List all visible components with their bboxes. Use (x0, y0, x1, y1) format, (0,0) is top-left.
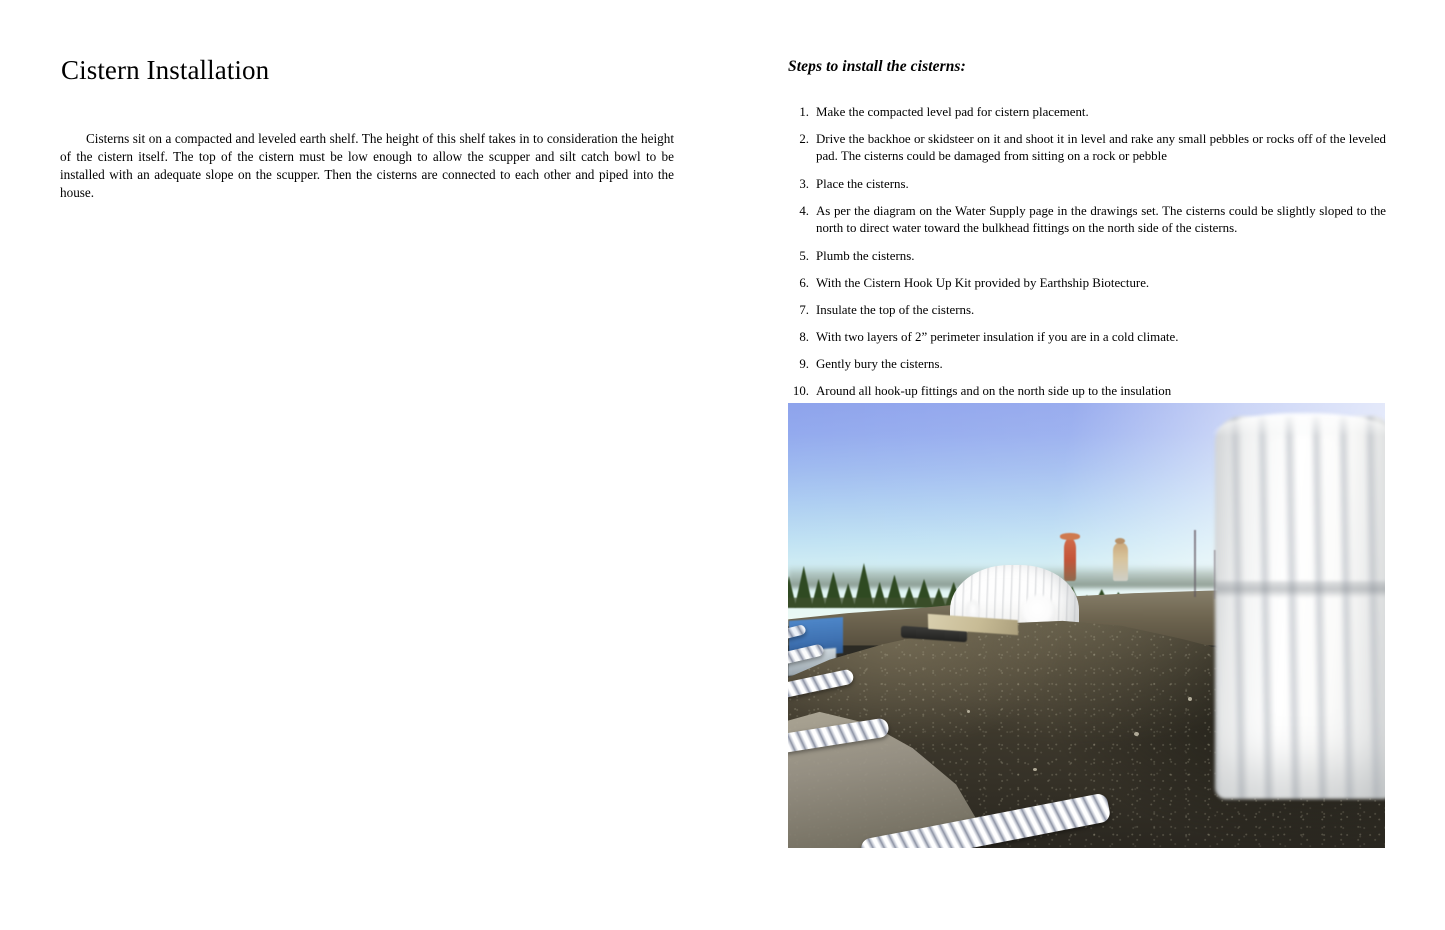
list-item-number: 3. (799, 176, 809, 191)
pebble (1033, 768, 1037, 771)
list-item-number: 5. (799, 248, 809, 263)
utility-pole (1194, 530, 1196, 597)
list-item-number: 1. (799, 104, 809, 119)
list-item-text: Place the cisterns. (816, 176, 909, 191)
list-item (788, 275, 1386, 293)
list-item-text: As per the diagram on the Water Supply page in the drawings set. The cisterns could be slightly sloped to the north to direct water toward the bulkhead fittings on the north side of the cisterns. (816, 203, 1386, 236)
list-item-text: Insulate the top of the cisterns. (816, 302, 975, 317)
list-item (788, 104, 1386, 122)
intro-paragraph: Cisterns sit on a compacted and leveled earth shelf. The height of this shelf takes in to consideration the height of the cistern itself. The top of the cistern must be low enough to allow the scupper and silt catch bowl to be installed with an adequate slope on the scupper. Then the cisterns are connected to each other and piped into the house. (60, 131, 674, 200)
list-item-number: 8. (799, 330, 809, 345)
list-item (788, 302, 1386, 320)
steps-heading: Steps to install the cisterns: (788, 58, 966, 75)
list-item (788, 203, 1386, 238)
list-item (788, 248, 1386, 266)
list-item-text: Plumb the cisterns. (816, 248, 915, 263)
photo-canvas (788, 403, 1385, 848)
list-item-number: 4. (799, 203, 809, 218)
pebble (1188, 697, 1192, 701)
right-column (788, 58, 1386, 401)
page-title: Cistern Installation (61, 55, 270, 85)
list-item-text: Around all hook-up fittings and on the north side up to the insulation (816, 384, 1172, 399)
list-item-number: 10. (792, 384, 809, 399)
list-item-text: Drive the backhoe or skidsteer on it and shoot it in level and rake any small pebbles or rocks off of the leveled pad. The cisterns could be damaged from sitting on a rock or pebble (816, 131, 1386, 164)
cistern-seam-band (1215, 581, 1385, 598)
list-item (788, 356, 1386, 374)
list-item (788, 383, 1386, 401)
left-column (60, 55, 674, 202)
list-item-text: With two layers of 2” perimeter insulation if you are in a cold climate. (816, 330, 1179, 345)
cistern-top-edge (1213, 413, 1385, 436)
list-item (788, 176, 1386, 194)
list-item-text: With the Cistern Hook Up Kit provided by Earthship Biotecture. (816, 275, 1150, 290)
list-item (788, 329, 1386, 347)
foreground-cistern-tank (1215, 416, 1385, 799)
list-item-number: 7. (799, 302, 809, 317)
list-item (788, 131, 1386, 166)
list-item-number: 6. (799, 275, 809, 290)
list-item-text: Make the compacted level pad for cistern placement. (816, 104, 1089, 119)
list-item-number: 9. (799, 357, 809, 372)
worker-in-tan-clothing (1113, 543, 1128, 581)
list-item-number: 2. (799, 131, 809, 146)
list-item-text: Gently bury the cisterns. (816, 357, 943, 372)
steps-list (788, 77, 1386, 402)
cistern-installation-photo (788, 403, 1385, 848)
